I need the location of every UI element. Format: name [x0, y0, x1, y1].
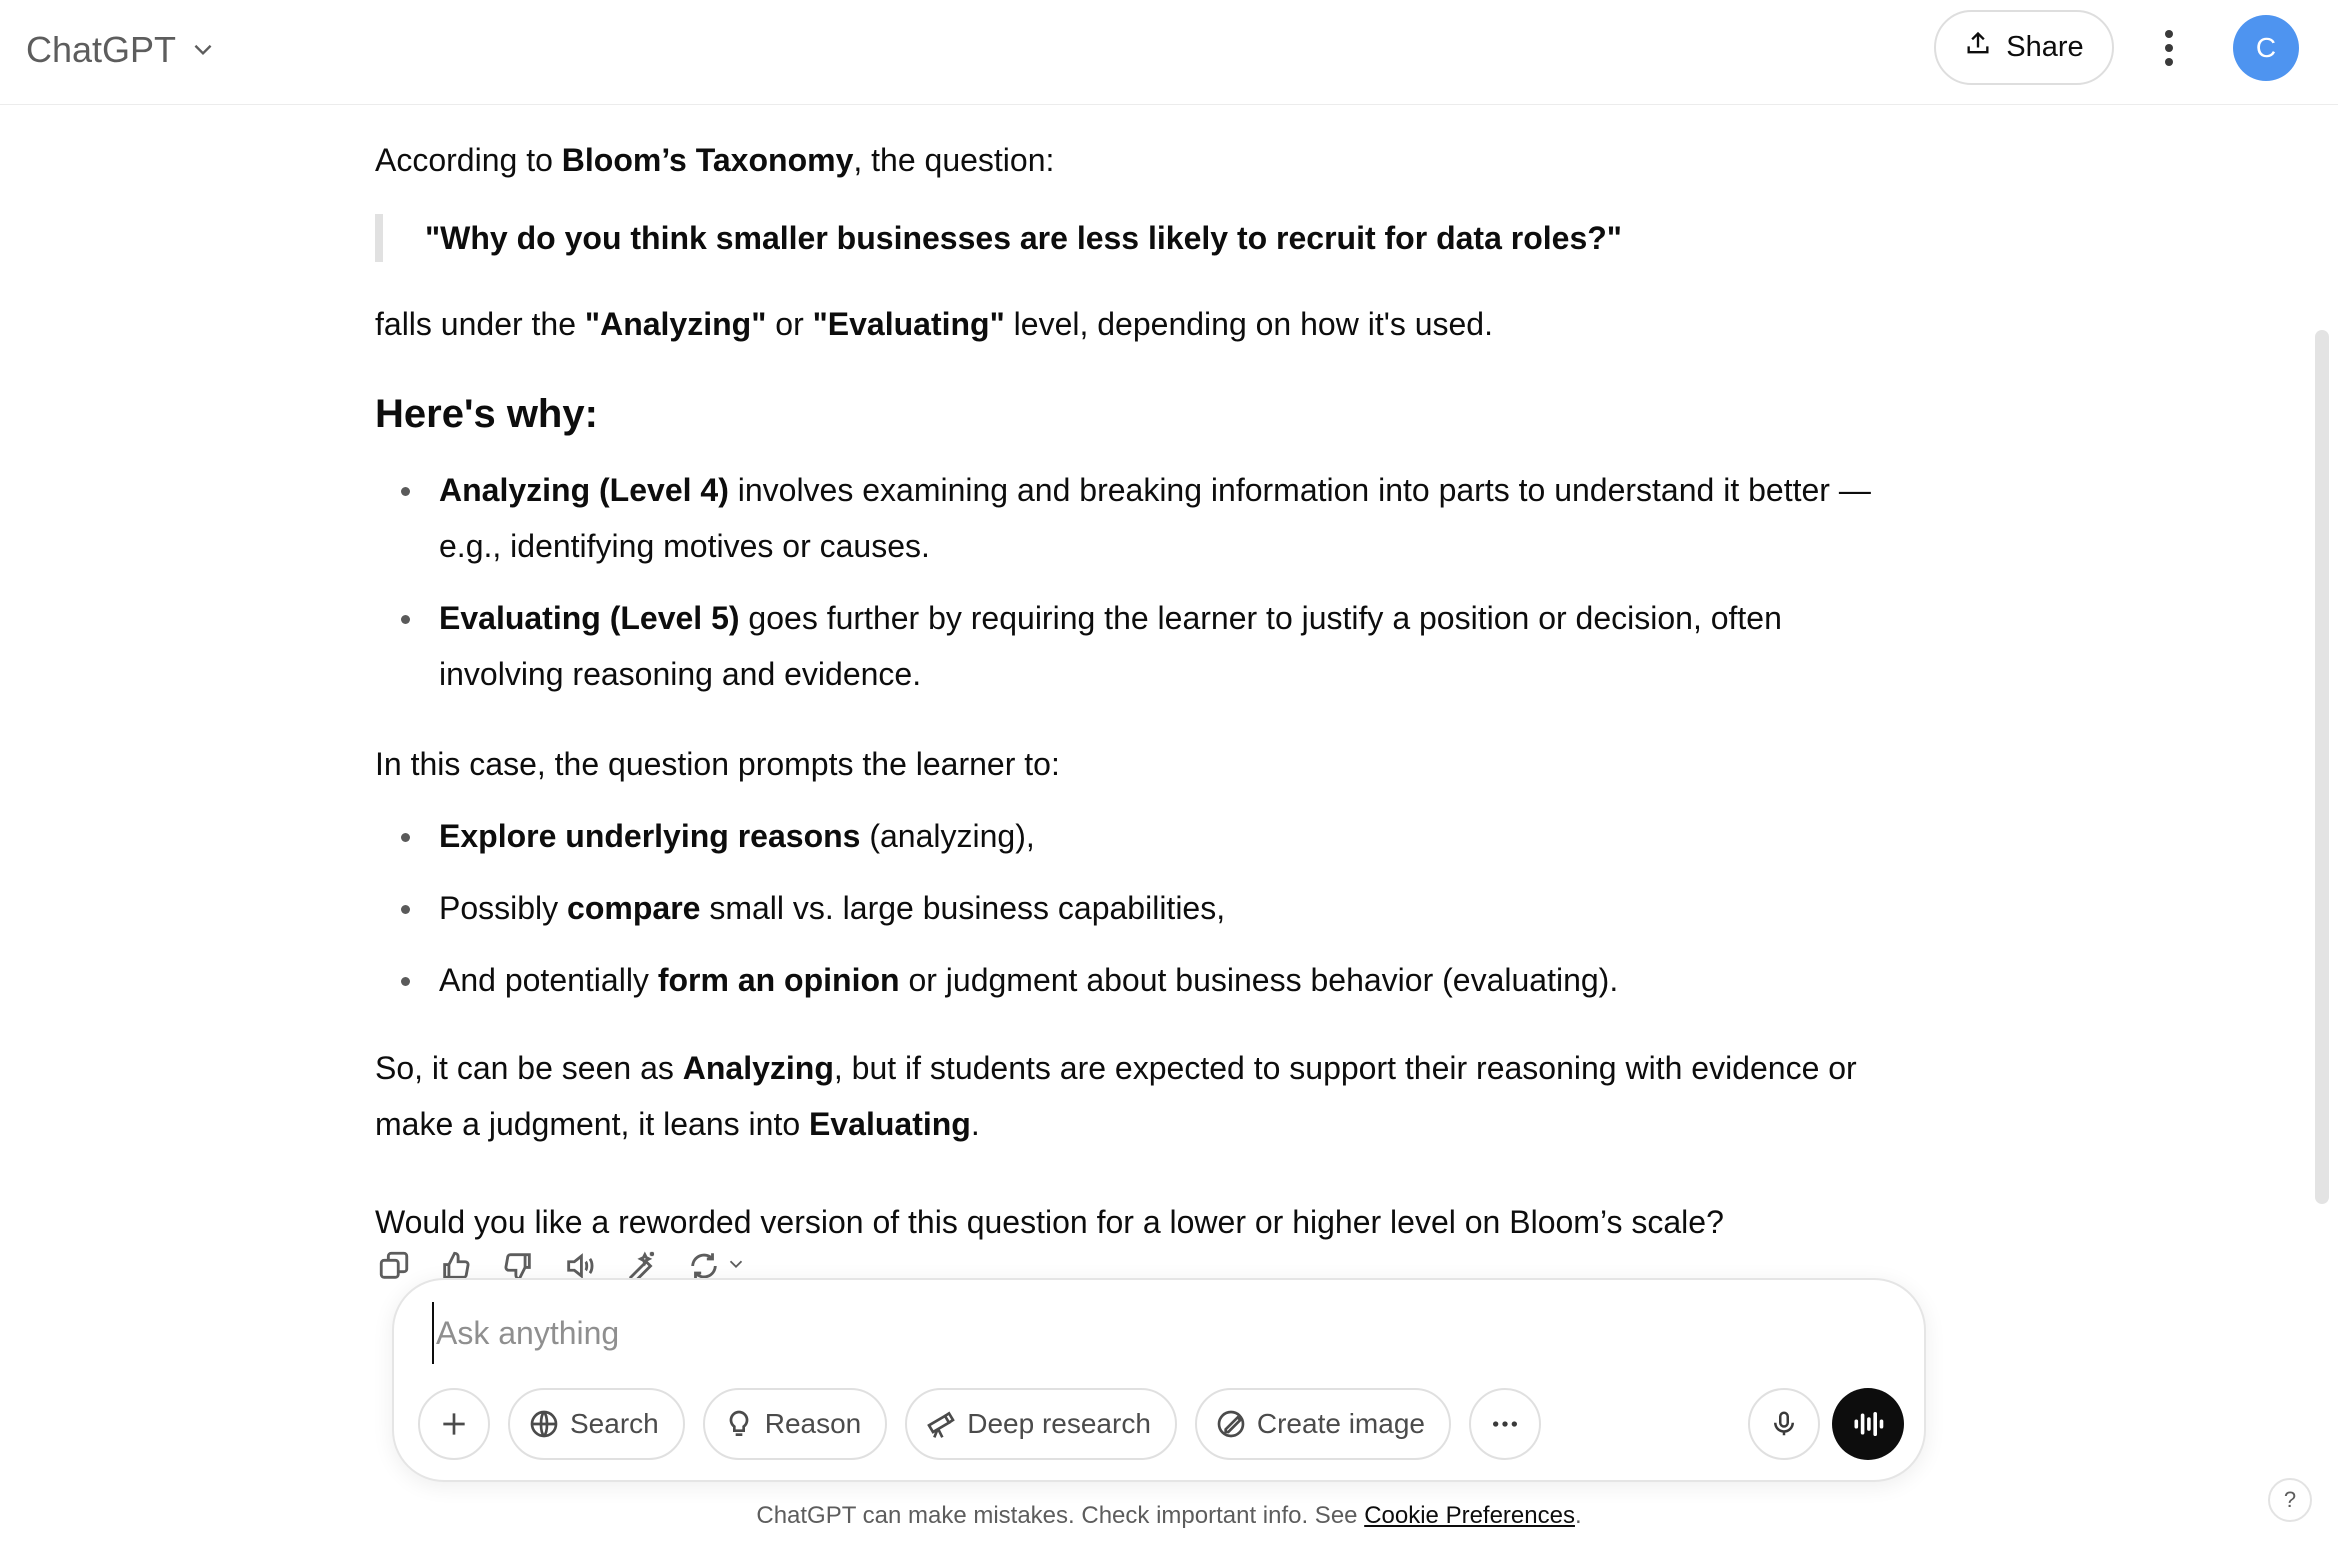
ellipsis-icon: [1489, 1408, 1521, 1440]
lightbulb-icon: [723, 1408, 755, 1440]
followup-question: Would you like a reworded version of this question for a lower or higher level on Bloom’s scale?: [375, 1204, 1724, 1240]
telescope-icon: [925, 1408, 957, 1440]
chevron-down-icon: [190, 29, 216, 71]
list-item-text: involves examining and breaking information into parts to understand it better — e.g., identifying motives or causes.: [439, 472, 1871, 564]
list-item-post: (analyzing),: [860, 818, 1035, 854]
model-switcher[interactable]: [26, 22, 216, 78]
summary-text-a: So, it can be seen as: [375, 1050, 683, 1086]
summary-bold-b: Analyzing: [682, 1050, 834, 1086]
chevron-down-icon: [725, 1253, 747, 1280]
list-item-pre: And potentially: [439, 962, 658, 998]
list-item-bold: compare: [567, 890, 701, 926]
help-button[interactable]: [2268, 1478, 2312, 1522]
avatar-initial: C: [2255, 32, 2277, 63]
disclaimer-end: .: [1574, 1502, 1582, 1529]
attach-button[interactable]: [418, 1388, 490, 1460]
top-bar: [0, 0, 2338, 105]
summary-paragraph: [375, 1040, 1905, 1152]
section-heading: Here's why:: [375, 392, 598, 436]
list-item-pre: Possibly: [439, 890, 568, 926]
share-label: Share: [2006, 31, 2084, 63]
image-brush-icon: [1215, 1408, 1247, 1440]
composer: [392, 1278, 1926, 1482]
search-button[interactable]: [508, 1388, 685, 1460]
search-label: Search: [570, 1408, 659, 1439]
list-item: [439, 590, 1899, 702]
falls-text-c: or: [766, 306, 813, 342]
deep-research-button[interactable]: [905, 1388, 1177, 1460]
more-options-button[interactable]: [2148, 18, 2190, 78]
summary-bold-d: Evaluating: [809, 1106, 971, 1142]
deep-research-label: Deep research: [967, 1408, 1151, 1439]
intro-text-a: According to: [375, 142, 562, 178]
intro-paragraph: [375, 132, 1054, 188]
blockquote: [375, 214, 1622, 262]
prompt-input[interactable]: [432, 1302, 1832, 1364]
help-icon: ?: [2283, 1487, 2297, 1512]
model-name: ChatGPT: [26, 29, 177, 70]
list-item-bold: Evaluating (Level 5): [439, 600, 740, 636]
summary-text-e: .: [970, 1106, 980, 1142]
create-image-button[interactable]: [1195, 1388, 1451, 1460]
falls-text-e: level, depending on how it's used.: [1004, 306, 1493, 342]
disclaimer-text: ChatGPT can make mistakes. Check important info. See: [756, 1502, 1365, 1529]
dictate-button[interactable]: [1748, 1388, 1820, 1460]
intro-bold: Bloom’s Taxonomy: [561, 142, 854, 178]
copy-icon: [377, 1249, 411, 1283]
globe-icon: [528, 1408, 560, 1440]
list-item-post: small vs. large business capabilities,: [700, 890, 1226, 926]
list-item-bold: Explore underlying reasons: [439, 818, 861, 854]
copy-button[interactable]: [375, 1247, 413, 1285]
plus-icon: [438, 1408, 470, 1440]
list-item-bold: Analyzing (Level 4): [439, 472, 729, 508]
create-image-label: Create image: [1256, 1408, 1425, 1439]
disclaimer: [0, 1498, 2338, 1534]
list-item: [439, 880, 1899, 936]
reason-button[interactable]: [703, 1388, 888, 1460]
cookie-preferences-link[interactable]: Cookie Preferences: [1364, 1502, 1575, 1529]
reason-label: Reason: [764, 1408, 862, 1439]
microphone-icon: [1769, 1409, 1799, 1439]
share-icon: [1964, 30, 1992, 66]
composer-tools: [418, 1388, 1541, 1460]
list-item: [439, 952, 1899, 1008]
falls-text-a: falls under the: [375, 306, 585, 342]
scrollbar[interactable]: [2315, 330, 2329, 1204]
falls-bold-d: "Evaluating": [812, 306, 1005, 342]
share-button[interactable]: [1934, 10, 2114, 85]
waveform-icon: [1850, 1406, 1886, 1442]
quote-text: "Why do you think smaller businesses are less likely to recruit for data roles?": [425, 220, 1622, 256]
intro-text-c: , the question:: [853, 142, 1055, 178]
summary-text-c: , but if students are expected to support their reasoning with evidence or make a judgment, it leans into: [375, 1050, 1857, 1142]
list-item: [439, 462, 1899, 574]
list-item-post: or judgment about business behavior (evaluating).: [899, 962, 1619, 998]
kebab-menu-icon: [2163, 28, 2175, 68]
list-item-bold: form an opinion: [657, 962, 900, 998]
more-tools-button[interactable]: [1469, 1388, 1541, 1460]
falls-under-paragraph: [375, 296, 1493, 352]
avatar[interactable]: [2233, 15, 2299, 81]
falls-bold-b: "Analyzing": [584, 306, 767, 342]
list-item: [439, 808, 1899, 864]
voice-mode-button[interactable]: [1832, 1388, 1904, 1460]
case-intro: In this case, the question prompts the learner to:: [375, 746, 1060, 782]
list-item-text: goes further by requiring the learner to justify a position or decision, often involving reasoning and evidence.: [439, 600, 1782, 692]
